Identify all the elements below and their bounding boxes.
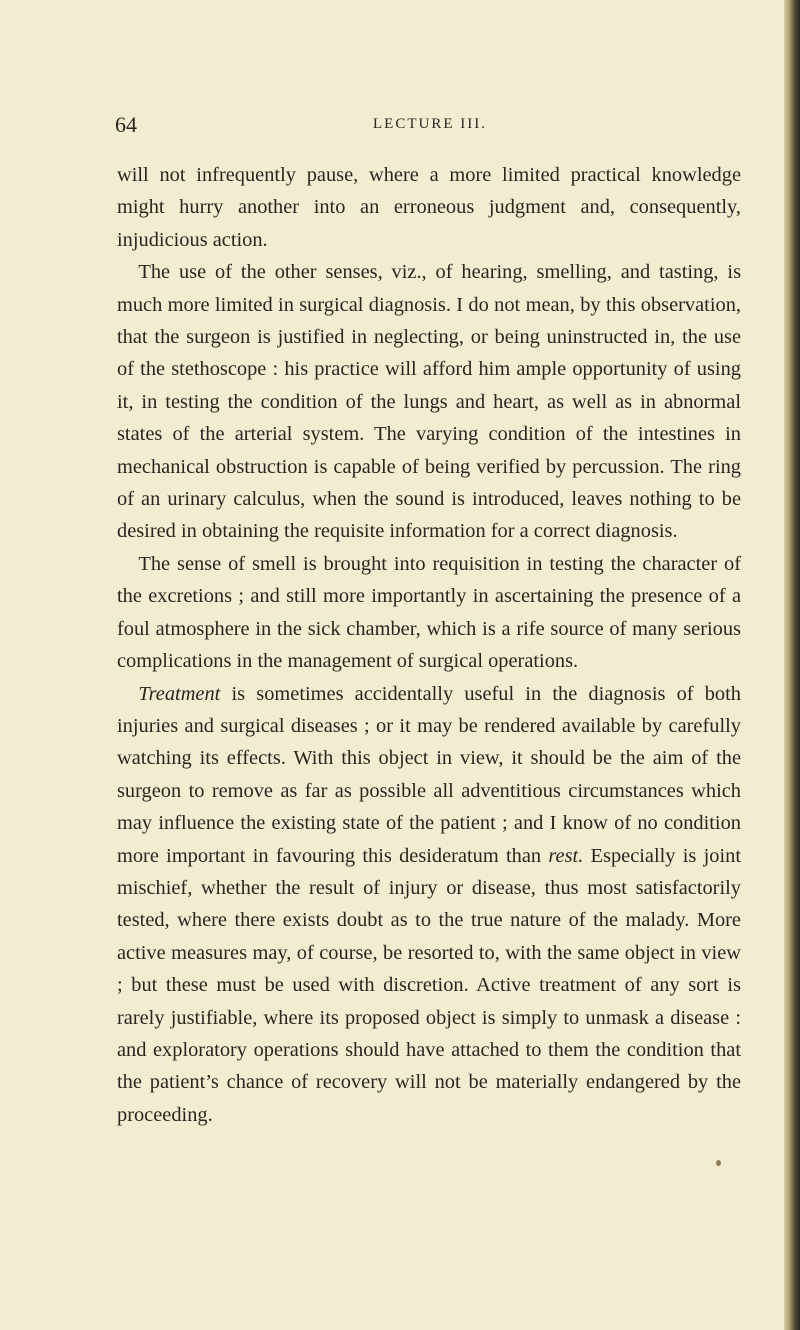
paragraph-3: The sense of smell is brought into requisition in testing the character of the excretions ; and still more importantly in ascertaining the presence of a foul atmosphere in the sick chamber, which is a rife source of many serious complications in the management of surgical operations. <box>117 552 741 673</box>
paragraph-4-text-a: is sometimes accidentally useful in the diagnosis of both injuries and surgical diseases ; or it may be rendered available by carefully watching its effects. With this object in view, it should be the aim of the surgeon to remove as far as possible all adventitious circumstances which may influence the existing state of the patient ; and I know of no condition more important in favouring this desideratum than <box>117 682 741 867</box>
page-edge-shadow <box>784 0 800 1330</box>
body-text <box>117 159 741 1131</box>
page-header <box>115 112 745 140</box>
treatment-term: Treatment <box>138 682 221 705</box>
paragraph-2: The use of the other senses, viz., of hearing, smelling, and tasting, is much more limited in surgical diagnosis. I do not mean, by this observation, that the surgeon is justified in neglecting, or being uninstructed in, the use of the stethoscope : his practice will afford him ample opportunity of using it, in testing the condition of the lungs and heart, as well as in abnormal states of the arterial system. The varying condition of the intestines in mechanical obstruction is capable of being verified by percussion. The ring of an urinary calculus, when the sound is introduced, leaves nothing to be desired in obtaining the requisite information for a correct diagnosis. <box>117 261 741 543</box>
paragraph-1: will not infrequently pause, where a more limited practical knowledge might hurry another into an erroneous judgment and, consequently, injudicious action. <box>117 164 741 251</box>
page-number: 64 <box>115 112 137 137</box>
paper-speck <box>716 1160 721 1166</box>
paragraph-4 <box>117 678 741 1132</box>
paragraph-4-text-b: Especially is joint mischief, whether the result of injury or disease, thus most satisfactorily tested, where there exists doubt as to the true nature of the malady. More active measures may, of course, be resorted to, with the same object in view ; but these must be used with discretion. Active treatment of any sort is rarely justifiable, where its proposed object is simply to unmask a disease : and exploratory operations should have attached to them the condition that the patient’s chance of recovery will not be materially endangered by the proceeding. <box>117 844 741 1126</box>
rest-term: rest. <box>548 844 584 867</box>
running-head: LECTURE III. <box>373 116 487 132</box>
